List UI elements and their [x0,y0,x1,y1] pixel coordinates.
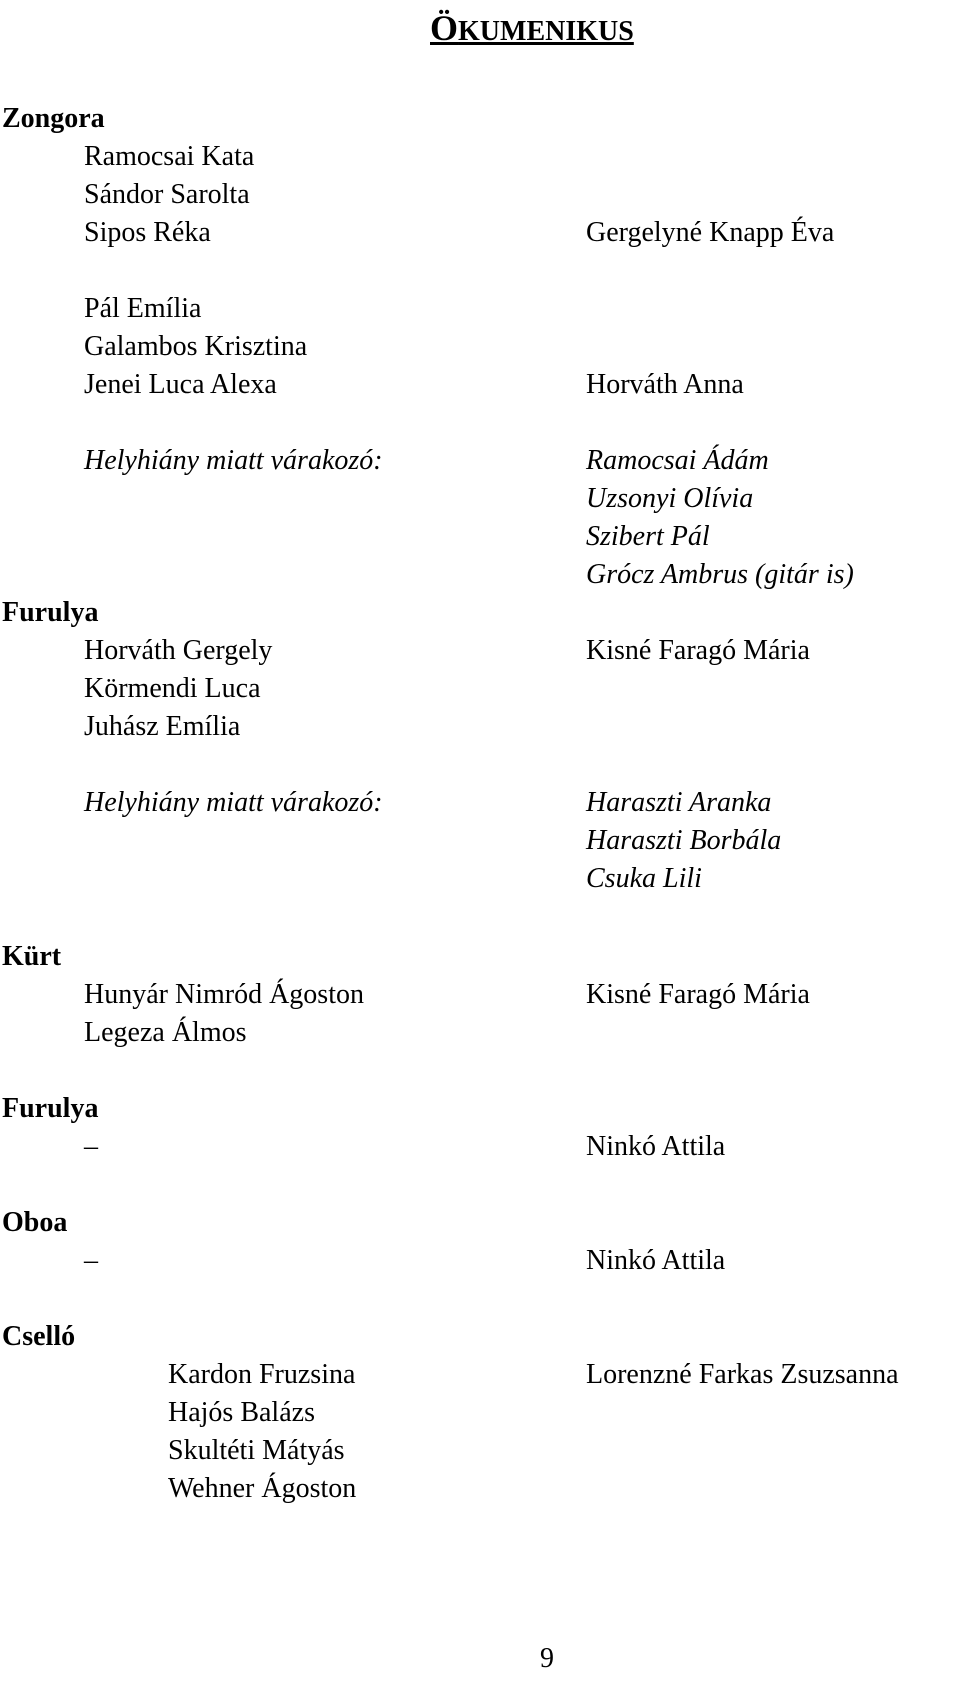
page-number: 9 [540,1643,554,1674]
student-name: Hunyár Nimród Ágoston [84,979,364,1010]
teacher-name: Lorenzné Farkas Zsuzsanna [586,1359,899,1390]
student-name: Pál Emília [84,293,202,324]
waiting-name: Szibert Pál [586,521,710,552]
student-name: Legeza Álmos [84,1017,247,1048]
waiting-label: Helyhiány miatt várakozó: [84,445,383,476]
section-heading-furulya: Furulya [2,1093,99,1124]
waiting-name: Ramocsai Ádám [586,445,769,476]
waiting-name: Haraszti Borbála [586,825,782,856]
student-name: Jenei Luca Alexa [84,369,277,400]
student-name: Juhász Emília [84,711,241,742]
teacher-name: Ninkó Attila [586,1131,726,1162]
section-heading-oboa: Oboa [2,1207,68,1238]
teacher-name: Kisné Faragó Mária [586,635,810,666]
student-dash: – [84,1131,98,1162]
student-name: Sándor Sarolta [84,179,250,210]
student-name: Ramocsai Kata [84,141,255,172]
student-name: Sipos Réka [84,217,211,248]
student-name: Kardon Fruzsina [168,1359,356,1390]
waiting-name: Uzsonyi Olívia [586,483,754,514]
student-dash: – [84,1245,98,1276]
student-name: Wehner Ágoston [168,1473,357,1504]
waiting-name: Haraszti Aranka [586,787,772,818]
student-name: Hajós Balázs [168,1397,315,1428]
section-heading-furulya: Furulya [2,597,99,628]
student-name: Körmendi Luca [84,673,261,704]
page-title: ÖKUMENIKUS [430,8,634,48]
section-heading-zongora: Zongora [2,103,105,134]
teacher-name: Gergelyné Knapp Éva [586,217,835,248]
section-heading-csello: Cselló [2,1321,76,1352]
student-name: Horváth Gergely [84,635,273,666]
waiting-name: Csuka Lili [586,863,702,894]
section-heading-kurt: Kürt [2,941,62,972]
teacher-name: Horváth Anna [586,369,744,400]
waiting-label: Helyhiány miatt várakozó: [84,787,383,818]
teacher-name: Ninkó Attila [586,1245,726,1276]
student-name: Galambos Krisztina [84,331,308,362]
waiting-name: Grócz Ambrus (gitár is) [586,559,854,590]
student-name: Skultéti Mátyás [168,1435,345,1466]
teacher-name: Kisné Faragó Mária [586,979,810,1010]
